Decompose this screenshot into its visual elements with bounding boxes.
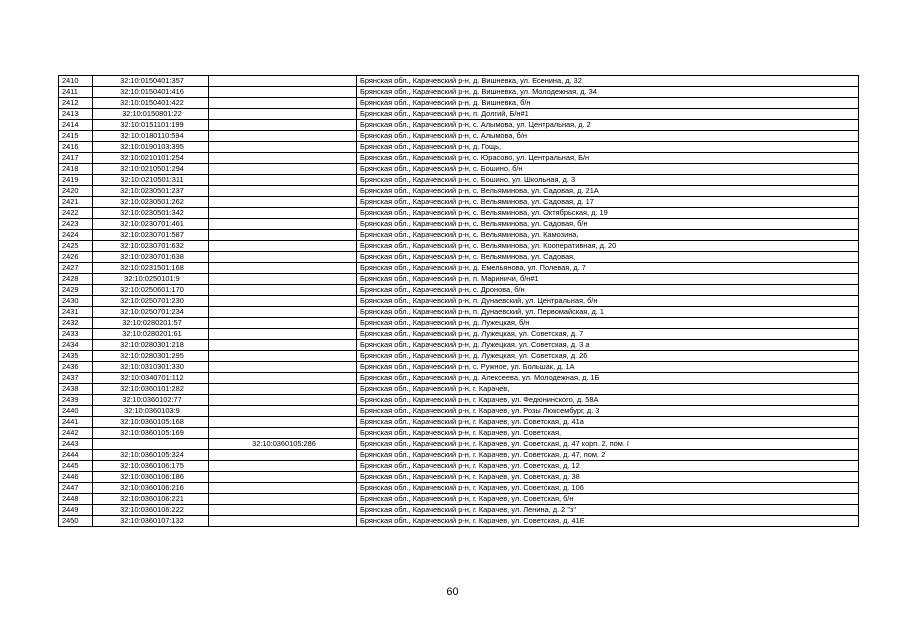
cadastral-number-cell: 32:10:0360107:132 — [93, 516, 209, 527]
address-cell: Брянская обл., Карачевский р-н, г. Карачев, ул. Советская, д. 41Е — [357, 516, 859, 527]
row-number-cell: 2425 — [59, 241, 93, 252]
row-number-cell: 2436 — [59, 362, 93, 373]
table-row — [59, 252, 859, 263]
address-cell: Брянская обл., Карачевский р-н, г. Карачев, — [357, 384, 859, 395]
address-cell: Брянская обл., Карачевский р-н, д. Алексеева, ул. Молодежная, д. 1Б — [357, 373, 859, 384]
related-cadastral-cell — [209, 219, 357, 230]
table-row — [59, 109, 859, 120]
address-cell: Брянская обл., Карачевский р-н, п. Мариничи, б/н#1 — [357, 274, 859, 285]
related-cadastral-cell — [209, 76, 357, 87]
address-cell: Брянская обл., Карачевский р-н, с. Дронова, б/н — [357, 285, 859, 296]
related-cadastral-cell — [209, 274, 357, 285]
address-cell: Брянская обл., Карачевский р-н, г. Карачев, ул. Советская, д. 47, пом. 2 — [357, 450, 859, 461]
cadastral-number-cell: 32:10:0360103:9 — [93, 406, 209, 417]
cadastral-number-cell: 32:10:0190103:395 — [93, 142, 209, 153]
related-cadastral-cell — [209, 252, 357, 263]
related-cadastral-cell — [209, 505, 357, 516]
address-cell: Брянская обл., Карачевский р-н, д. Вишневка, ул. Есенина, д. 32 — [357, 76, 859, 87]
cadastral-number-cell: 32:10:0230701:587 — [93, 230, 209, 241]
cadastral-number-cell: 32:10:0360105:168 — [93, 417, 209, 428]
row-number-cell: 2433 — [59, 329, 93, 340]
cadastral-number-cell: 32:10:0360105:169 — [93, 428, 209, 439]
table-row — [59, 505, 859, 516]
address-cell: Брянская обл., Карачевский р-н, с. Бошино, ул. Школьная, д. 3 — [357, 175, 859, 186]
related-cadastral-cell — [209, 153, 357, 164]
table-row — [59, 164, 859, 175]
table-row — [59, 142, 859, 153]
cadastral-number-cell: 32:10:0250701:234 — [93, 307, 209, 318]
table-row — [59, 351, 859, 362]
related-cadastral-cell — [209, 87, 357, 98]
row-number-cell: 2420 — [59, 186, 93, 197]
related-cadastral-cell — [209, 373, 357, 384]
address-cell: Брянская обл., Карачевский р-н, с. Алымова, б/н — [357, 131, 859, 142]
table-row — [59, 98, 859, 109]
related-cadastral-cell — [209, 406, 357, 417]
cadastral-number-cell: 32:10:0250701:230 — [93, 296, 209, 307]
related-cadastral-cell: 32:10:0360105:286 — [209, 439, 357, 450]
related-cadastral-cell — [209, 351, 357, 362]
address-cell: Брянская обл., Карачевский р-н, г. Карачев, ул. Розы Люксембург, д. 3 — [357, 406, 859, 417]
address-cell: Брянская обл., Карачевский р-н, д. Лужецкая, б/н — [357, 318, 859, 329]
row-number-cell: 2422 — [59, 208, 93, 219]
row-number-cell: 2415 — [59, 131, 93, 142]
related-cadastral-cell — [209, 164, 357, 175]
table-row — [59, 230, 859, 241]
related-cadastral-cell — [209, 296, 357, 307]
address-cell: Брянская обл., Карачевский р-н, с. Вельяминова, ул. Садовая, д. 21А — [357, 186, 859, 197]
row-number-cell: 2414 — [59, 120, 93, 131]
related-cadastral-cell — [209, 175, 357, 186]
cadastral-number-cell: 32:10:0360101:282 — [93, 384, 209, 395]
cadastral-number-cell: 32:10:0360102:77 — [93, 395, 209, 406]
cadastral-number-cell: 32:10:0360105:324 — [93, 450, 209, 461]
table-row — [59, 241, 859, 252]
table-row — [59, 516, 859, 527]
table-row — [59, 340, 859, 351]
row-number-cell: 2434 — [59, 340, 93, 351]
cadastral-number-cell: 32:10:0150401:416 — [93, 87, 209, 98]
cadastral-number-cell: 32:10:0360106:216 — [93, 483, 209, 494]
row-number-cell: 2440 — [59, 406, 93, 417]
cadastral-number-cell: 32:10:0180110:594 — [93, 131, 209, 142]
related-cadastral-cell — [209, 516, 357, 527]
row-number-cell: 2441 — [59, 417, 93, 428]
address-cell: Брянская обл., Карачевский р-н, с. Вельяминова, ул. Октябрьская, д. 19 — [357, 208, 859, 219]
row-number-cell: 2443 — [59, 439, 93, 450]
row-number-cell: 2448 — [59, 494, 93, 505]
address-cell: Брянская обл., Карачевский р-н, с. Вельяминова, ул. Кооперативная, д. 20 — [357, 241, 859, 252]
table-row — [59, 373, 859, 384]
table-row — [59, 197, 859, 208]
related-cadastral-cell — [209, 307, 357, 318]
row-number-cell: 2427 — [59, 263, 93, 274]
address-cell: Брянская обл., Карачевский р-н, д. Лужецкая, ул. Советская, д. 7 — [357, 329, 859, 340]
related-cadastral-cell — [209, 494, 357, 505]
row-number-cell: 2419 — [59, 175, 93, 186]
table-row — [59, 461, 859, 472]
table-row — [59, 494, 859, 505]
table-row — [59, 120, 859, 131]
table-row — [59, 274, 859, 285]
address-cell: Брянская обл., Карачевский р-н, с. Вельяминова, ул. Садовая, — [357, 252, 859, 263]
table-row — [59, 483, 859, 494]
row-number-cell: 2435 — [59, 351, 93, 362]
related-cadastral-cell — [209, 329, 357, 340]
address-cell: Брянская обл., Карачевский р-н, д. Лужецкая, ул. Советская, д. 26 — [357, 351, 859, 362]
related-cadastral-cell — [209, 109, 357, 120]
related-cadastral-cell — [209, 362, 357, 373]
table-row — [59, 175, 859, 186]
table-row — [59, 219, 859, 230]
table-row — [59, 76, 859, 87]
address-cell: Брянская обл., Карачевский р-н, д. Лужецкая, ул. Советская, д. 3 а — [357, 340, 859, 351]
row-number-cell: 2431 — [59, 307, 93, 318]
address-cell: Брянская обл., Карачевский р-н, г. Карачев, ул. Советская, д. 47 корп. 2, пом. I — [357, 439, 859, 450]
table-row — [59, 395, 859, 406]
related-cadastral-cell — [209, 263, 357, 274]
table-row — [59, 428, 859, 439]
row-number-cell: 2429 — [59, 285, 93, 296]
row-number-cell: 2413 — [59, 109, 93, 120]
cadastral-number-cell: 32:10:0340701:112 — [93, 373, 209, 384]
related-cadastral-cell — [209, 197, 357, 208]
table-row — [59, 186, 859, 197]
row-number-cell: 2439 — [59, 395, 93, 406]
cadastral-number-cell: 32:10:0150401:357 — [93, 76, 209, 87]
related-cadastral-cell — [209, 483, 357, 494]
related-cadastral-cell — [209, 98, 357, 109]
address-cell: Брянская обл., Карачевский р-н, с. Бошино, б/н — [357, 164, 859, 175]
address-cell: Брянская обл., Карачевский р-н, д. Вишневка, б/н — [357, 98, 859, 109]
cadastral-number-cell: 32:10:0230501:342 — [93, 208, 209, 219]
row-number-cell: 2437 — [59, 373, 93, 384]
related-cadastral-cell — [209, 131, 357, 142]
related-cadastral-cell — [209, 461, 357, 472]
address-cell: Брянская обл., Карачевский р-н, с. Вельяминова, ул. Садовая, б/н — [357, 219, 859, 230]
row-number-cell: 2430 — [59, 296, 93, 307]
related-cadastral-cell — [209, 384, 357, 395]
registry-table-body — [59, 76, 859, 527]
cadastral-number-cell: 32:10:0280301:295 — [93, 351, 209, 362]
related-cadastral-cell — [209, 230, 357, 241]
related-cadastral-cell — [209, 472, 357, 483]
row-number-cell: 2438 — [59, 384, 93, 395]
table-row — [59, 285, 859, 296]
cadastral-number-cell: 32:10:0231501:168 — [93, 263, 209, 274]
related-cadastral-cell — [209, 318, 357, 329]
address-cell: Брянская обл., Карачевский р-н, д. Вишневка, ул. Молодежная, д. 34 — [357, 87, 859, 98]
related-cadastral-cell — [209, 450, 357, 461]
row-number-cell: 2416 — [59, 142, 93, 153]
related-cadastral-cell — [209, 417, 357, 428]
cadastral-number-cell — [93, 439, 209, 450]
table-row — [59, 450, 859, 461]
cadastral-number-cell: 32:10:0250101:9 — [93, 274, 209, 285]
table-row — [59, 153, 859, 164]
cadastral-number-cell: 32:10:0250601:170 — [93, 285, 209, 296]
related-cadastral-cell — [209, 428, 357, 439]
page-number: 60 — [446, 586, 459, 598]
table-row — [59, 362, 859, 373]
address-cell: Брянская обл., Карачевский р-н, г. Карачев, ул. Федюнинского, д. 58А — [357, 395, 859, 406]
cadastral-number-cell: 32:10:0230701:638 — [93, 252, 209, 263]
address-cell: Брянская обл., Карачевский р-н, д. Гощь, — [357, 142, 859, 153]
row-number-cell: 2418 — [59, 164, 93, 175]
related-cadastral-cell — [209, 186, 357, 197]
row-number-cell: 2421 — [59, 197, 93, 208]
row-number-cell: 2447 — [59, 483, 93, 494]
table-row — [59, 472, 859, 483]
row-number-cell: 2442 — [59, 428, 93, 439]
row-number-cell: 2426 — [59, 252, 93, 263]
cadastral-number-cell: 32:10:0150401:422 — [93, 98, 209, 109]
row-number-cell: 2410 — [59, 76, 93, 87]
table-row — [59, 417, 859, 428]
address-cell: Брянская обл., Карачевский р-н, д. Емельянова, ул. Полевая, д. 7 — [357, 263, 859, 274]
cadastral-number-cell: 32:10:0210101:254 — [93, 153, 209, 164]
cadastral-number-cell: 32:10:0360106:175 — [93, 461, 209, 472]
row-number-cell: 2450 — [59, 516, 93, 527]
related-cadastral-cell — [209, 241, 357, 252]
address-cell: Брянская обл., Карачевский р-н, г. Карачев, ул. Советская, д. 38 — [357, 472, 859, 483]
table-row — [59, 439, 859, 450]
address-cell: Брянская обл., Карачевский р-н, г. Карачев, ул. Советская, — [357, 428, 859, 439]
cadastral-number-cell: 32:10:0210501:294 — [93, 164, 209, 175]
table-row — [59, 318, 859, 329]
cadastral-number-cell: 32:10:0230701:632 — [93, 241, 209, 252]
row-number-cell: 2423 — [59, 219, 93, 230]
address-cell: Брянская обл., Карачевский р-н, г. Карачев, ул. Советская, б/н — [357, 494, 859, 505]
table-row — [59, 384, 859, 395]
address-cell: Брянская обл., Карачевский р-н, с. Вельяминова, ул. Садовая, д. 17 — [357, 197, 859, 208]
table-row — [59, 208, 859, 219]
cadastral-number-cell: 32:10:0230701:461 — [93, 219, 209, 230]
table-row — [59, 329, 859, 340]
address-cell: Брянская обл., Карачевский р-н, с. Вельяминова, ул. Камозина, — [357, 230, 859, 241]
registry-table — [58, 75, 859, 527]
address-cell: Брянская обл., Карачевский р-н, п. Дунаевский, ул. Первомайская, д. 1 — [357, 307, 859, 318]
row-number-cell: 2417 — [59, 153, 93, 164]
cadastral-number-cell: 32:10:0310301:330 — [93, 362, 209, 373]
cadastral-number-cell: 32:10:0151101:199 — [93, 120, 209, 131]
address-cell: Брянская обл., Карачевский р-н, с. Алымова, ул. Центральная, д. 2 — [357, 120, 859, 131]
address-cell: Брянская обл., Карачевский р-н, г. Карачев, ул. Ленина, д. 2 "з" — [357, 505, 859, 516]
address-cell: Брянская обл., Карачевский р-н, г. Карачев, ул. Советская, д. 41а — [357, 417, 859, 428]
row-number-cell: 2445 — [59, 461, 93, 472]
table-row — [59, 307, 859, 318]
related-cadastral-cell — [209, 395, 357, 406]
cadastral-number-cell: 32:10:0360106:186 — [93, 472, 209, 483]
related-cadastral-cell — [209, 208, 357, 219]
table-row — [59, 406, 859, 417]
address-cell: Брянская обл., Карачевский р-н, г. Карачев, ул. Советская, д. 106 — [357, 483, 859, 494]
row-number-cell: 2428 — [59, 274, 93, 285]
related-cadastral-cell — [209, 340, 357, 351]
cadastral-number-cell: 32:10:0210501:311 — [93, 175, 209, 186]
table-row — [59, 263, 859, 274]
table-row — [59, 87, 859, 98]
related-cadastral-cell — [209, 285, 357, 296]
row-number-cell: 2444 — [59, 450, 93, 461]
cadastral-number-cell: 32:10:0360106:222 — [93, 505, 209, 516]
cadastral-number-cell: 32:10:0280301:218 — [93, 340, 209, 351]
address-cell: Брянская обл., Карачевский р-н, с. Ружное, ул. Большак, д. 1А — [357, 362, 859, 373]
related-cadastral-cell — [209, 120, 357, 131]
cadastral-number-cell: 32:10:0150801:22 — [93, 109, 209, 120]
cadastral-number-cell: 32:10:0230501:262 — [93, 197, 209, 208]
address-cell: Брянская обл., Карачевский р-н, г. Карачев, ул. Советская, д. 12 — [357, 461, 859, 472]
address-cell: Брянская обл., Карачевский р-н, п. Долгий, Б/н#1 — [357, 109, 859, 120]
row-number-cell: 2446 — [59, 472, 93, 483]
cadastral-number-cell: 32:10:0280201:61 — [93, 329, 209, 340]
address-cell: Брянская обл., Карачевский р-н, п. Дунаевский, ул. Центральная, б/н — [357, 296, 859, 307]
row-number-cell: 2432 — [59, 318, 93, 329]
cadastral-number-cell: 32:10:0230501:237 — [93, 186, 209, 197]
row-number-cell: 2424 — [59, 230, 93, 241]
row-number-cell: 2411 — [59, 87, 93, 98]
cadastral-number-cell: 32:10:0360106:221 — [93, 494, 209, 505]
cadastral-number-cell: 32:10:0280201:57 — [93, 318, 209, 329]
row-number-cell: 2449 — [59, 505, 93, 516]
table-row — [59, 296, 859, 307]
address-cell: Брянская обл., Карачевский р-н, с. Юрасово, ул. Центральная, Б/н — [357, 153, 859, 164]
related-cadastral-cell — [209, 142, 357, 153]
table-row — [59, 131, 859, 142]
row-number-cell: 2412 — [59, 98, 93, 109]
